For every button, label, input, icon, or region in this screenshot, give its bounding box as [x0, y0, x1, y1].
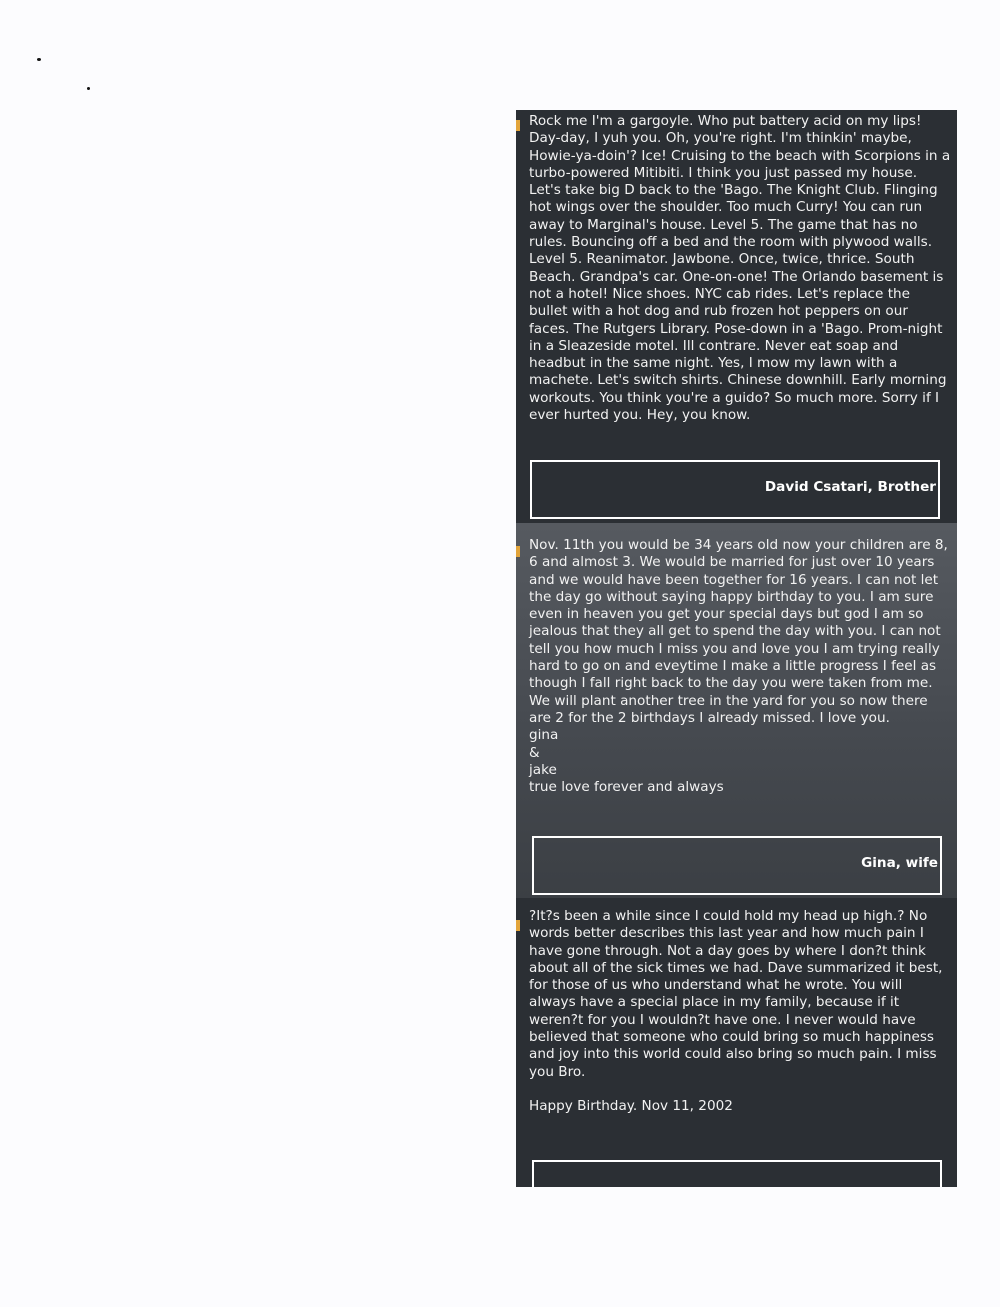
entry-message: ?It?s been a while since I could hold my head up high.? No words better describes this last year and how much pain I have gone through. Not a day goes by where I don?t think about all of the sick times we had. Dave summarized it best, for those of us who understand what he wrote. You will always have a special place in my family, because if it weren?t for you I wouldn?t have one. I never would have believed that someone who could bring so much happiness and joy into this world could also bring so much pain. I miss you Bro. Happy Birthday. Nov 11, 2002	[529, 908, 943, 1115]
signature-box	[532, 1160, 942, 1187]
entry-signature: Gina, wife	[861, 855, 938, 871]
entry-message: Rock me I'm a gargoyle. Who put battery acid on my lips! Day-day, I yuh you. Oh, you're right. I'm thinkin' maybe, Howie-ya-doin'? Ice! Cruising to the beach with Scorpions in a turbo-powered Mitibiti. I think you just passed my house. Let's take big D back to the 'Bago. The Knight Club. Flinging hot wings over the shoulder. Too much Curry! You can run away to Marginal's house. Level 5. The game that has no rules. Bouncing off a bed and the room with plywood walls. Level 5. Reanimator. Jawbone. Once, twice, thrice. South Beach. Grandpa's car. One-on-one! The Orlando basement is not a hotel! Nice shoes. NYC cab rides. Let's replace the bullet with a hot dog and rub frozen hot peppers on our faces. The Rutgers Library. Pose-down in a 'Bago. Prom-night in a Sleazeside motel. Ill contrare. Never eat soap and headbut in the same night. Yes, I mow my lawn with a machete. Let's switch shirts. Chinese downhill. Early morning workouts. You think you're a guido? So much more. Sorry if I ever hurted you. Hey, you know.	[529, 113, 951, 424]
signature-box	[532, 836, 942, 895]
bullet-marker	[516, 920, 520, 931]
scan-speck	[37, 58, 41, 61]
bullet-marker	[516, 546, 520, 557]
signature-box	[530, 460, 940, 519]
entry-message: Nov. 11th you would be 34 years old now your children are 8, 6 and almost 3. We would be married for just over 10 years and we would have been together for 16 years. I can not let the day go without saying happy birthday to you. I am sure even in heaven you get your special days but god I am so jealous that they all get to spend the day with you. I can not tell you how much I miss you and love you I am trying really hard to go on and eveytime I make a little progress I feel as though I fall right back to the day you were taken from me. We will plant another tree in the yard for you so now there are 2 for the 2 birthdays I already missed. I love you. gina & jake true love forever and always	[529, 537, 948, 796]
guestbook-entry	[516, 898, 957, 1187]
guestbook-entry	[516, 523, 957, 898]
scan-speck	[87, 87, 90, 90]
guestbook-column	[516, 110, 957, 1187]
guestbook-entry	[516, 110, 957, 523]
bullet-marker	[516, 120, 520, 131]
entry-signature: David Csatari, Brother	[764, 479, 936, 495]
